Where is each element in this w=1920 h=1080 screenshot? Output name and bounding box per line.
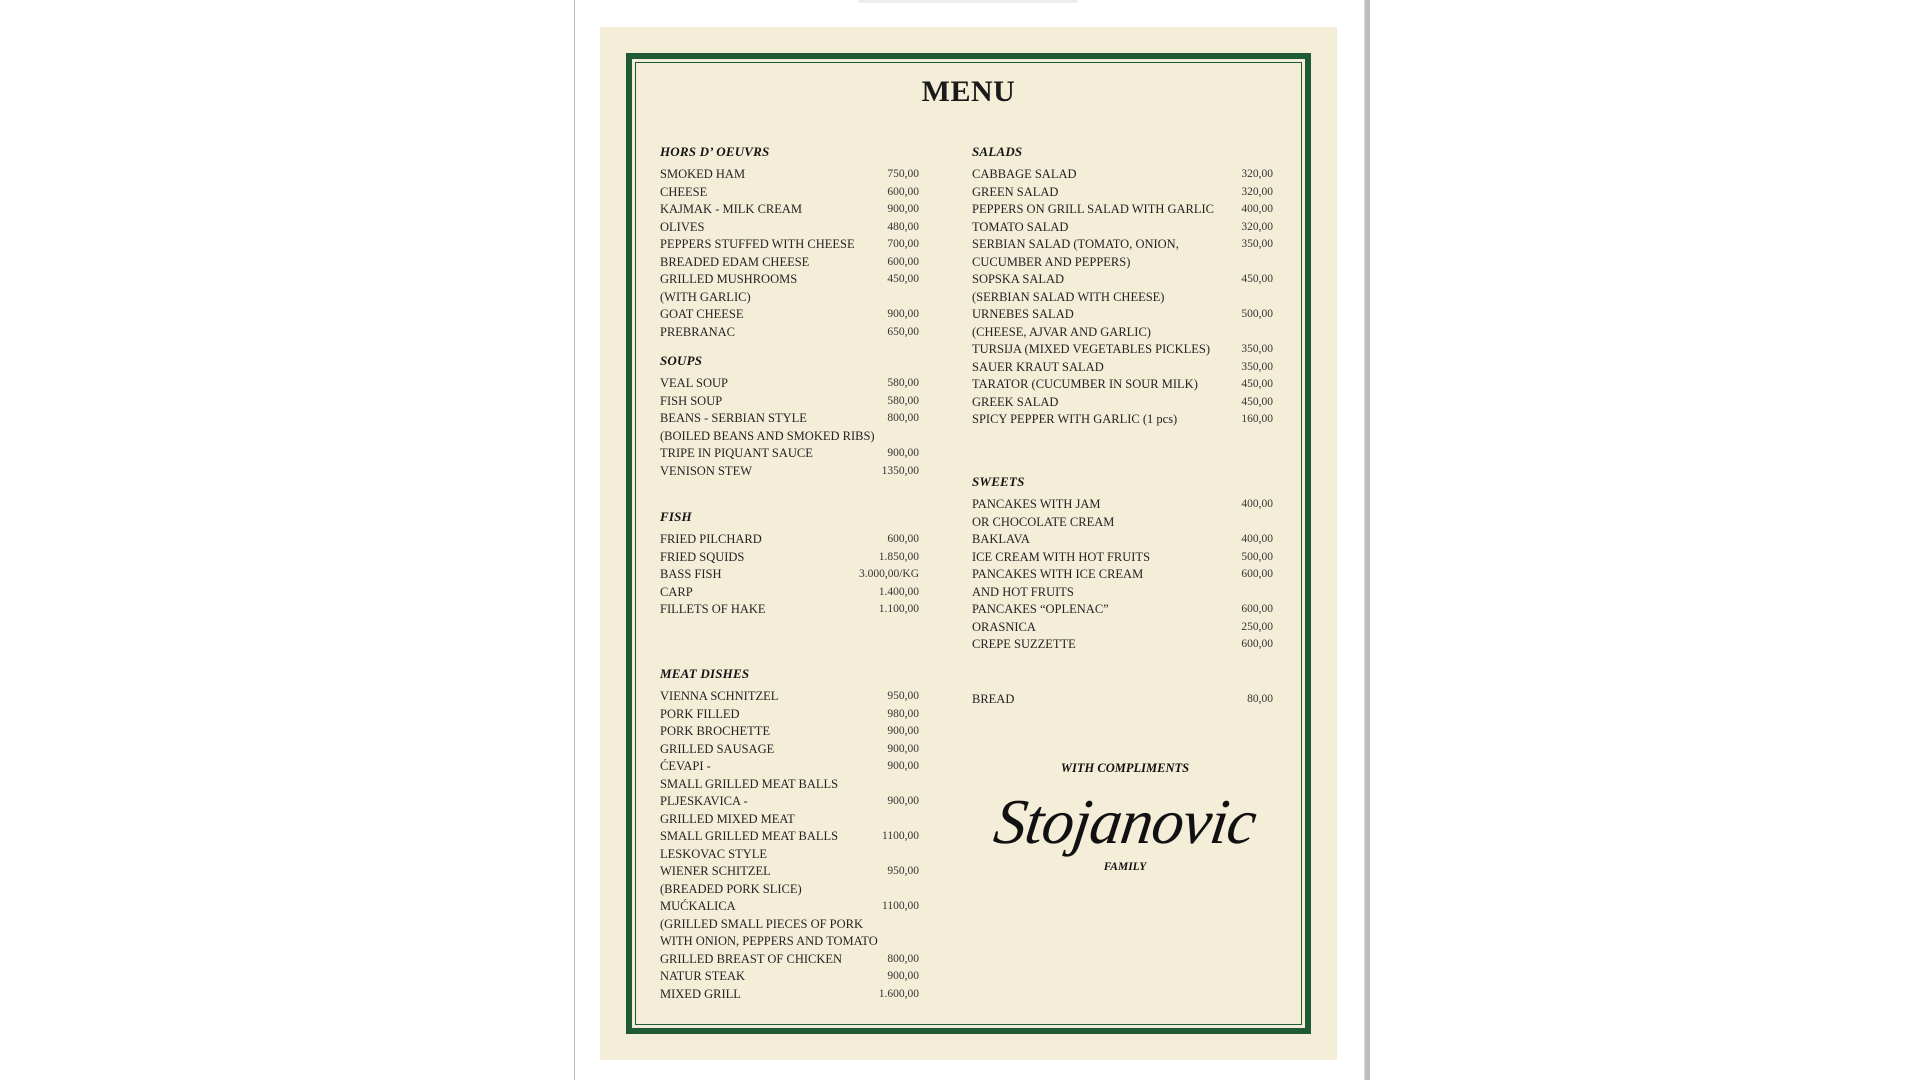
menu-item-price: 450,00 bbox=[887, 273, 919, 285]
menu-item-price: 3.000,00/KG bbox=[858, 568, 919, 580]
menu-item-name: TURSIJA (MIXED VEGETABLES PICKLES) bbox=[972, 342, 1211, 356]
menu-item-price: 750,00 bbox=[887, 168, 919, 180]
menu-item-price: 600,00 bbox=[1241, 603, 1273, 615]
menu-item-name: BEANS - SERBIAN STYLE bbox=[660, 411, 807, 425]
menu-item-name: ĆEVAPI - bbox=[660, 759, 711, 773]
menu-item-note: OR CHOCOLATE CREAM bbox=[972, 514, 1115, 529]
menu-item-price: 800,00 bbox=[887, 412, 919, 424]
menu-item-price: 500,00 bbox=[1241, 308, 1273, 320]
menu-item-price: 900,00 bbox=[887, 742, 919, 755]
menu-item-name: PANCAKES “OPLENAC” bbox=[972, 602, 1109, 616]
menu-item-price: 1100,00 bbox=[882, 900, 919, 912]
menu-item-name: FRIED PILCHARD bbox=[660, 532, 762, 546]
menu-item-name: FISH SOUP bbox=[660, 393, 723, 408]
menu-page bbox=[600, 27, 1337, 1060]
menu-item-price: 900,00 bbox=[887, 447, 919, 459]
bread-price: 80,00 bbox=[1247, 693, 1273, 705]
section-heading-hors: HORS D’ OEUVRS bbox=[660, 144, 770, 159]
menu-item-price: 600,00 bbox=[887, 185, 919, 198]
menu-item-name: FILLETS OF HAKE bbox=[660, 602, 766, 616]
menu-item-price: 900,00 bbox=[887, 725, 919, 737]
menu-item-price: 400,00 bbox=[1241, 533, 1273, 545]
section-heading-soups: SOUPS bbox=[660, 353, 703, 368]
menu-item-note: SMALL GRILLED MEAT BALLS bbox=[660, 776, 839, 791]
menu-item-name: GRILLED MUSHROOMS bbox=[660, 272, 798, 286]
menu-item-name: SOPSKA SALAD bbox=[972, 272, 1065, 286]
menu-item-price: 800,00 bbox=[887, 952, 919, 965]
menu-item-name: TARATOR (CUCUMBER IN SOUR MILK) bbox=[972, 377, 1198, 391]
menu-item-price: 600,00 bbox=[1241, 568, 1273, 580]
menu-item-name: BASS FISH bbox=[660, 567, 722, 581]
menu-item-price: 1.400,00 bbox=[878, 585, 919, 598]
menu-item-price: 900,00 bbox=[887, 970, 919, 982]
menu-item-price: 1350,00 bbox=[881, 464, 919, 477]
menu-item-name: SPICY PEPPER WITH GARLIC (1 pcs) bbox=[972, 412, 1178, 426]
menu-item-price: 480,00 bbox=[887, 220, 919, 233]
menu-item-name: ICE CREAM WITH HOT FRUITS bbox=[972, 549, 1151, 564]
section-heading-meat: MEAT DISHES bbox=[660, 666, 750, 681]
menu-item-name: URNEBES SALAD bbox=[972, 307, 1074, 321]
menu-item-name: FRIED SQUIDS bbox=[660, 549, 745, 564]
menu-item-name: SMOKED HAM bbox=[660, 167, 746, 181]
menu-item-name: PLJESKAVICA - bbox=[660, 794, 748, 808]
menu-item-name: PEPPERS STUFFED WITH CHEESE bbox=[660, 237, 855, 251]
menu-item-name: GOAT CHEESE bbox=[660, 307, 744, 321]
menu-item-name: PANCAKES WITH JAM bbox=[972, 497, 1101, 511]
menu-item-note: (SERBIAN SALAD WITH CHEESE) bbox=[972, 289, 1165, 304]
menu-item-name: GRILLED BREAST OF CHICKEN bbox=[660, 951, 843, 966]
menu-item-price: 600,00 bbox=[887, 533, 919, 545]
menu-item-note: AND HOT FRUITS bbox=[972, 584, 1074, 599]
menu-item-name: PREBRANAC bbox=[660, 324, 736, 339]
viewer-left-edge bbox=[574, 0, 575, 1080]
menu-item-name: PORK BROCHETTE bbox=[660, 724, 771, 738]
menu-item-price: 950,00 bbox=[887, 865, 919, 877]
viewer-top-tab bbox=[858, 0, 1078, 3]
menu-item-price: 1.600,00 bbox=[878, 987, 919, 1000]
menu-item-price: 1.850,00 bbox=[878, 550, 919, 563]
section-heading-fish: FISH bbox=[660, 509, 692, 524]
menu-item-price: 580,00 bbox=[887, 394, 919, 407]
menu-item-price: 1.100,00 bbox=[878, 603, 919, 615]
menu-item-name: MUĆKALICA bbox=[660, 899, 736, 913]
menu-item-name: ORASNICA bbox=[972, 619, 1036, 634]
menu-item-name: TOMATO SALAD bbox=[972, 219, 1069, 234]
menu-item-name: VEAL SOUP bbox=[660, 376, 728, 390]
menu-item-price: 320,00 bbox=[1241, 220, 1273, 233]
menu-item-price: 400,00 bbox=[1241, 203, 1273, 215]
section-heading-salads: SALADS bbox=[972, 144, 1023, 159]
menu-item-price: 160,00 bbox=[1241, 413, 1273, 425]
menu-item-note: (BOILED BEANS AND SMOKED RIBS) bbox=[660, 428, 875, 443]
menu-item-price: 350,00 bbox=[1241, 238, 1273, 250]
family-text: FAMILY bbox=[1103, 861, 1147, 873]
menu-item-price: 320,00 bbox=[1241, 185, 1273, 198]
menu-item-price: 350,00 bbox=[1241, 343, 1273, 355]
menu-item-price: 350,00 bbox=[1241, 360, 1273, 373]
menu-item-note: (CHEESE, AJVAR AND GARLIC) bbox=[972, 324, 1151, 339]
menu-item-note: CUCUMBER AND PEPPERS) bbox=[972, 254, 1131, 269]
signature-logo: Stojanovic bbox=[990, 786, 1261, 857]
menu-item-price: 450,00 bbox=[1241, 378, 1273, 390]
menu-item-name: PORK FILLED bbox=[660, 706, 740, 721]
menu-item-price: 320,00 bbox=[1241, 168, 1273, 180]
menu-item-price: 950,00 bbox=[887, 690, 919, 702]
menu-item-name: TRIPE IN PIQUANT SAUCE bbox=[660, 446, 813, 460]
menu-item-name: WIENER SCHITZEL bbox=[660, 864, 771, 878]
menu-item-name: SAUER KRAUT SALAD bbox=[972, 359, 1104, 374]
menu-item-name: NATUR STEAK bbox=[660, 969, 746, 983]
menu-item-name: CARP bbox=[660, 584, 693, 599]
menu-item-name: VENISON STEW bbox=[660, 463, 753, 478]
menu-item-note: (WITH GARLIC) bbox=[660, 289, 751, 304]
menu-item-name: GREEK SALAD bbox=[972, 394, 1059, 409]
menu-title: MENU bbox=[921, 75, 1016, 108]
menu-item-price: 250,00 bbox=[1241, 620, 1273, 633]
menu-item-price: 600,00 bbox=[1241, 638, 1273, 650]
menu-item-name: BREADED EDAM CHEESE bbox=[660, 254, 810, 269]
menu-item-name: MIXED GRILL bbox=[660, 986, 741, 1001]
menu-item-name: CHEESE bbox=[660, 184, 708, 199]
menu-item-name: SMALL GRILLED MEAT BALLS bbox=[660, 829, 839, 843]
menu-item-name: BAKLAVA bbox=[972, 532, 1030, 546]
compliments-text: WITH COMPLIMENTS bbox=[1060, 761, 1190, 775]
menu-item-name: KAJMAK - MILK CREAM bbox=[660, 202, 803, 216]
menu-item-price: 450,00 bbox=[1241, 395, 1273, 408]
menu-item-price: 600,00 bbox=[887, 255, 919, 268]
menu-item-note: LESKOVAC STYLE bbox=[660, 846, 768, 861]
menu-item-name: OLIVES bbox=[660, 219, 705, 234]
menu-item-name: GREEN SALAD bbox=[972, 184, 1059, 199]
menu-item-name: VIENNA SCHNITZEL bbox=[660, 689, 779, 703]
menu-item-price: 500,00 bbox=[1241, 550, 1273, 563]
menu-item-price: 900,00 bbox=[887, 795, 919, 807]
menu-item-name: PANCAKES WITH ICE CREAM bbox=[972, 567, 1144, 581]
menu-item-price: 900,00 bbox=[887, 203, 919, 215]
menu-item-price: 700,00 bbox=[887, 238, 919, 250]
menu-item-price: 650,00 bbox=[887, 325, 919, 338]
menu-item-price: 450,00 bbox=[1241, 273, 1273, 285]
menu-item-price: 980,00 bbox=[887, 707, 919, 720]
menu-item-price: 400,00 bbox=[1241, 498, 1273, 510]
menu-item-price: 580,00 bbox=[887, 377, 919, 389]
menu-item-note: WITH ONION, PEPPERS AND TOMATO bbox=[660, 934, 878, 948]
menu-item-note: GRILLED MIXED MEAT bbox=[660, 811, 795, 826]
menu-item-name: GRILLED SAUSAGE bbox=[660, 741, 775, 756]
menu-item-name: CABBAGE SALAD bbox=[972, 167, 1077, 181]
menu-item-name: PEPPERS ON GRILL SALAD WITH GARLIC bbox=[972, 202, 1215, 216]
viewer-scrollbar[interactable] bbox=[1364, 0, 1370, 1080]
menu-item-note: (BREADED PORK SLICE) bbox=[660, 881, 802, 896]
menu-item-price: 1100,00 bbox=[882, 830, 919, 842]
menu-item-note: (GRILLED SMALL PIECES OF PORK bbox=[660, 916, 864, 931]
bread-name: BREAD bbox=[972, 692, 1015, 706]
section-heading-sweets: SWEETS bbox=[972, 474, 1025, 489]
menu-item-price: 900,00 bbox=[887, 760, 919, 772]
menu-item-name: SERBIAN SALAD (TOMATO, ONION, bbox=[972, 237, 1179, 251]
menu-item-name: CREPE SUZZETTE bbox=[972, 637, 1076, 651]
menu-item-price: 900,00 bbox=[887, 308, 919, 320]
